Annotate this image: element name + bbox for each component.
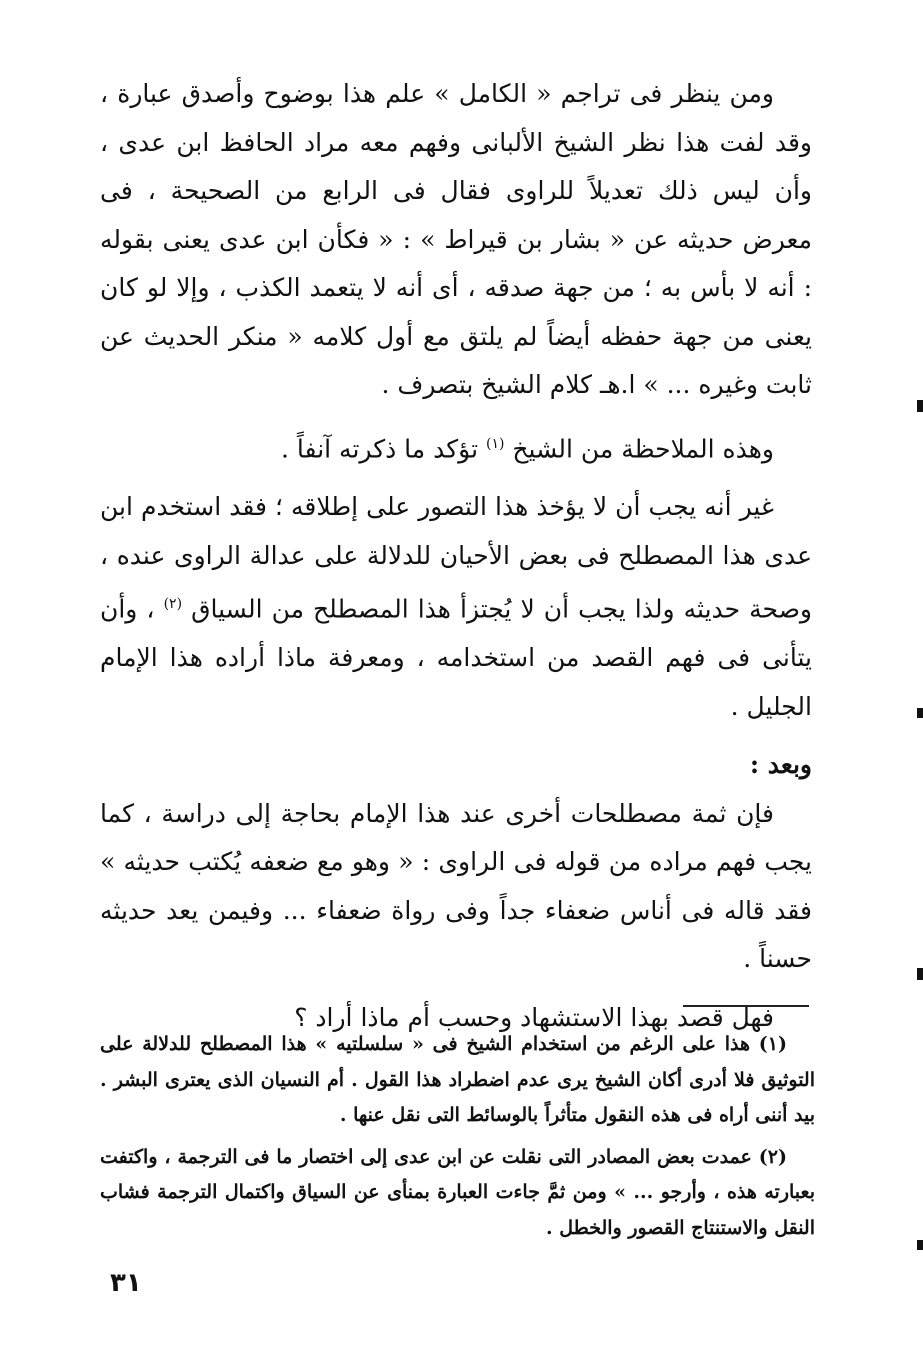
footnote-ref-2: (٢) — [163, 596, 183, 613]
paragraph-3-text-after: ، وأن يتأنى فى فهم القصد من استخدامه ، ومعرفة ماذا أراده هذا الإمام الجليل . — [100, 594, 812, 721]
margin-mark — [917, 708, 923, 718]
footnote-ref-1: (١) — [485, 435, 505, 452]
section-heading: وبعد : — [749, 750, 812, 780]
paragraph-3 — [100, 483, 812, 731]
paragraph-2 — [100, 420, 812, 474]
main-text-body — [100, 70, 812, 1042]
footnote-1: (١) هذا على الرغم من استخدام الشيخ فى « سلسلتيه » هذا المصطلح للدلالة على التوثيق فلا أدرى أكان الشيخ يرى عدم اضطراد هذا القول . أم النسيان الذى يعترى البشر . بيد أننى أراه فى هذه النقول متأثراً بالوسائط التى نقل عنها . — [100, 1033, 815, 1126]
paragraph-4 — [100, 790, 812, 984]
page-number: ٣١ — [110, 1268, 142, 1298]
paragraph-1 — [100, 70, 812, 410]
paragraph-1-text: ومن ينظر فى تراجم « الكامل » علم هذا بوضوح وأصدق عبارة ، وقد لفت هذا نظر الشيخ الألبانى وفهم معه مراد الحافظ ابن عدى ، وأن ليس ذلك تعديلاً للراوى فقال فى الرابع من الصحيحة ، فى معرض حديثه عن « بشار بن قيراط » : « فكأن ابن عدى يعنى بقوله : أنه لا بأس به ؛ من جهة صدقه ، أى أنه لا يتعمد الكذب ، وإلا لو كان يعنى من جهة حفظه أيضاً لم يلتق مع أول كلامه « منكر الحديث عن ثابت وغيره ... » ا.هـ كلام الشيخ بتصرف . — [100, 79, 812, 399]
paragraph-5-text: فهل قصد بهذا الاستشهاد وحسب أم ماذا أراد ؟ — [294, 1002, 774, 1032]
footnote-divider — [683, 1005, 809, 1007]
footnote-2: (٢) عمدت بعض المصادر التى نقلت عن ابن عدى إلى اختصار ما فى الترجمة ، واكتفت بعبارته هذه ، وأرجو ... » ومن ثمَّ جاءت العبارة بمنأى عن السياق واكتمال الترجمة فشاب النقل والاستنتاج القصور والخطل . — [100, 1145, 815, 1239]
paragraph-4-text: فإن ثمة مصطلحات أخرى عند هذا الإمام بحاجة إلى دراسة ، كما يجب فهم مراده من قوله فى الراوى : « وهو مع ضعفه يُكتب حديثه » فقد قاله فى أناس ضعفاء جداً وفى رواة ضعفاء ... وفيمن يعد حديثه حسناً . — [100, 798, 812, 974]
paragraph-2-text-before: وهذه الملاحظة من الشيخ — [512, 433, 774, 463]
paragraph-2-text-after: تؤكد ما ذكرته آنفاً . — [281, 433, 479, 463]
paragraph-3-text-before: غير أنه يجب أن لا يؤخذ هذا التصور على إطلاقه ؛ فقد استخدم ابن عدى هذا المصطلح فى بعض الأحيان للدلالة على عدالة الراوى عنده ، وصحة حديثه ولذا يجب أن لا يُجتزأ هذا المصطلح من السياق — [100, 492, 812, 624]
margin-mark — [917, 1240, 923, 1250]
margin-mark — [917, 968, 923, 980]
margin-mark — [917, 400, 923, 412]
footnotes-section — [100, 1027, 815, 1246]
